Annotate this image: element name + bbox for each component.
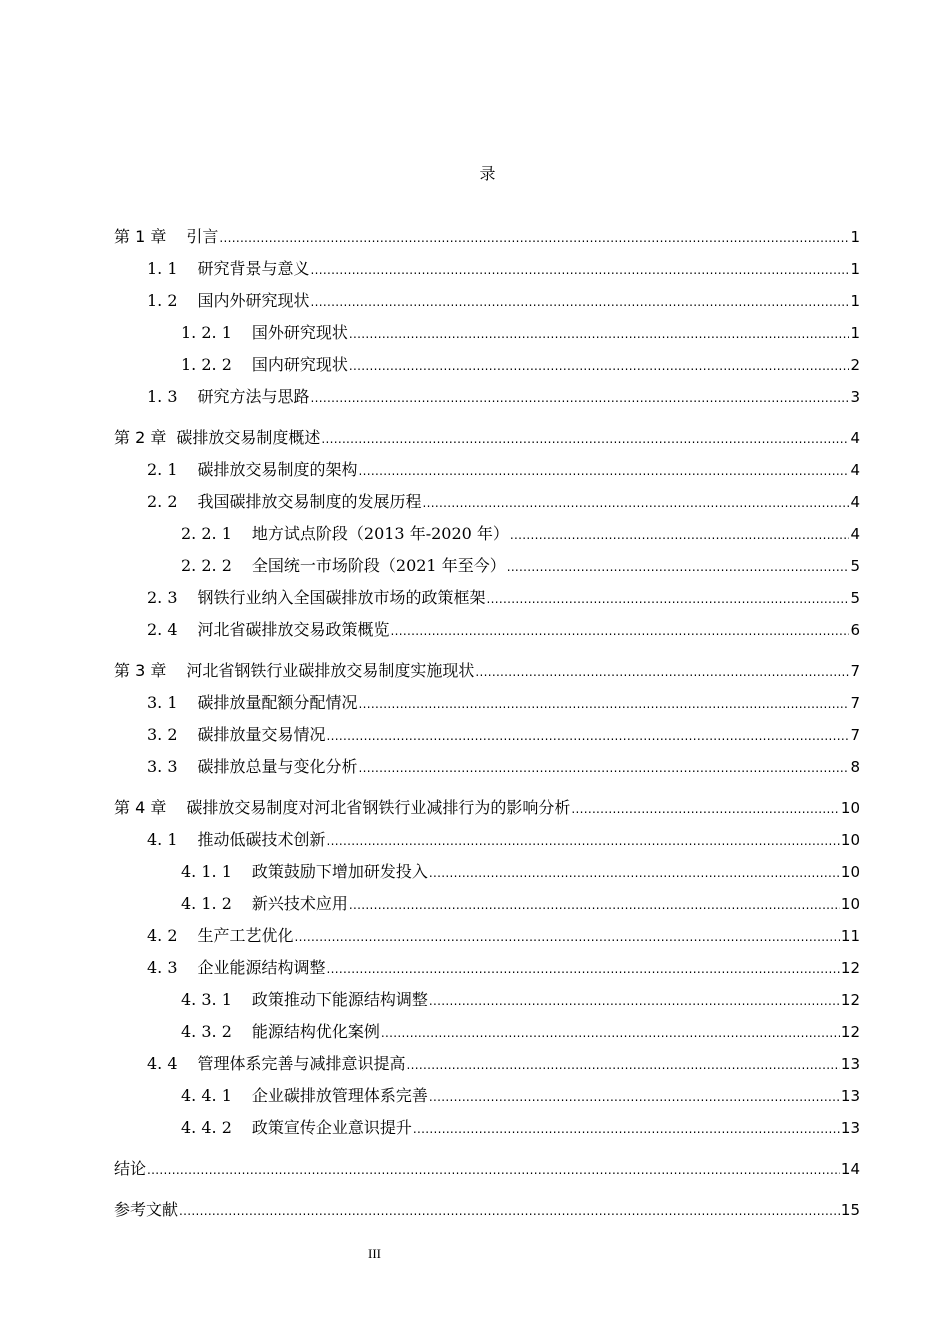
toc-entry-title: 碳排放交易制度概述 [176, 428, 321, 447]
toc-dot-leader [359, 460, 850, 482]
toc-entry[interactable] [147, 925, 860, 947]
toc-entry[interactable] [147, 258, 860, 280]
toc-entry-number: 4. 4 [147, 1054, 178, 1073]
toc-entry-title: 国内外研究现状 [197, 291, 310, 310]
toc-entry-number: 第 3 章 [114, 661, 167, 680]
toc-entry[interactable] [181, 354, 860, 376]
toc-entry-page-number: 12 [840, 991, 860, 1009]
toc-dot-leader [311, 259, 850, 281]
toc-entry[interactable] [114, 226, 860, 248]
toc-dot-leader [327, 830, 840, 852]
toc-entry-page-number: 12 [840, 959, 860, 977]
toc-entry-title: 碳排放交易制度对河北省钢铁行业减排行为的影响分析 [186, 798, 571, 817]
toc-entry-number: 2. 3 [147, 588, 178, 607]
toc-entry[interactable] [147, 957, 860, 979]
toc-dot-leader [295, 926, 840, 948]
toc-entry-title: 企业能源结构调整 [197, 958, 326, 977]
toc-entry-page-number: 4 [850, 493, 860, 511]
toc-dot-leader [407, 1054, 840, 1076]
toc-entry-number: 1. 2. 1 [181, 323, 232, 342]
toc-entry-title: 政策宣传企业意识提升 [251, 1118, 412, 1137]
toc-entry-title: 企业碳排放管理体系完善 [251, 1086, 428, 1105]
toc-entry-number: 2. 2. 2 [181, 556, 232, 575]
toc-entry-page-number: 4 [850, 525, 860, 543]
toc-entry-page-number: 1 [850, 324, 860, 342]
toc-entry-number: 4. 3 [147, 958, 178, 977]
toc-entry-page-number: 5 [850, 557, 860, 575]
page-number-footer: III [368, 1246, 381, 1261]
toc-entry-page-number: 13 [840, 1119, 860, 1137]
toc-dot-leader [349, 894, 840, 916]
toc-entry-page-number: 12 [840, 1023, 860, 1041]
toc-entry-number: 4. 4. 1 [181, 1086, 232, 1105]
toc-entry-page-number: 10 [840, 863, 860, 881]
toc-entry[interactable] [181, 555, 860, 577]
toc-entry-title: 国内研究现状 [251, 355, 348, 374]
toc-entry-number: 4. 2 [147, 926, 178, 945]
toc-entry-number: 2. 1 [147, 460, 178, 479]
toc-entry-number: 1. 3 [147, 387, 178, 406]
toc-entry[interactable] [147, 459, 860, 481]
toc-title: 录 [479, 164, 496, 183]
toc-dot-leader [327, 725, 850, 747]
toc-entry-number: 4. 1. 2 [181, 894, 232, 913]
toc-entry-page-number: 4 [850, 461, 860, 479]
toc-entry-title: 研究方法与思路 [197, 387, 310, 406]
toc-entry[interactable] [181, 1117, 860, 1139]
toc-entry-page-number: 1 [850, 292, 860, 310]
toc-entry-page-number: 8 [850, 758, 860, 776]
toc-dot-leader [413, 1118, 840, 1140]
toc-entry[interactable] [114, 1199, 860, 1221]
toc-dot-leader [327, 958, 840, 980]
toc-entry-title: 结论 [114, 1159, 147, 1178]
toc-entry-number: 3. 2 [147, 725, 178, 744]
toc-entry-title: 我国碳排放交易制度的发展历程 [197, 492, 422, 511]
toc-entry[interactable] [114, 660, 860, 682]
toc-entry[interactable] [147, 692, 860, 714]
toc-dot-leader [391, 620, 850, 642]
toc-entry-page-number: 4 [850, 429, 860, 447]
toc-dot-leader [147, 1159, 840, 1181]
toc-entry[interactable] [147, 386, 860, 408]
toc-dot-leader [359, 757, 850, 779]
toc-entry-page-number: 11 [840, 927, 860, 945]
toc-entry[interactable] [147, 290, 860, 312]
toc-entry[interactable] [181, 893, 860, 915]
toc-dot-leader [349, 355, 850, 377]
toc-entry-page-number: 1 [850, 260, 860, 278]
toc-entry-title: 能源结构优化案例 [251, 1022, 380, 1041]
toc-entry[interactable] [114, 797, 860, 819]
toc-dot-leader [475, 661, 849, 683]
toc-entry-number: 第 4 章 [114, 798, 167, 817]
toc-entry-page-number: 6 [850, 621, 860, 639]
toc-entry-page-number: 13 [840, 1087, 860, 1105]
toc-entry[interactable] [181, 989, 860, 1011]
toc-entry-page-number: 14 [840, 1160, 860, 1178]
toc-entry-page-number: 3 [850, 388, 860, 406]
toc-dot-leader [423, 492, 850, 514]
toc-entry-title: 碳排放量配额分配情况 [197, 693, 358, 712]
toc-entry-page-number: 7 [850, 662, 860, 680]
toc-entry-title: 河北省碳排放交易政策概览 [197, 620, 390, 639]
toc-entry[interactable] [181, 1021, 860, 1043]
toc-entry[interactable] [147, 829, 860, 851]
toc-dot-leader [429, 1086, 840, 1108]
toc-dot-leader [349, 323, 850, 345]
toc-entry-title: 碳排放量交易情况 [197, 725, 326, 744]
toc-entry-title: 研究背景与意义 [197, 259, 310, 278]
toc-entry[interactable] [181, 322, 860, 344]
toc-entry-number: 4. 4. 2 [181, 1118, 232, 1137]
toc-entry[interactable] [181, 861, 860, 883]
toc-entry-title: 国外研究现状 [251, 323, 348, 342]
toc-entry[interactable] [147, 756, 860, 778]
toc-dot-leader [507, 556, 850, 578]
toc-entry[interactable] [147, 619, 860, 641]
toc-entry-title: 推动低碳技术创新 [197, 830, 326, 849]
toc-entry-title: 新兴技术应用 [251, 894, 348, 913]
toc-entry-page-number: 2 [850, 356, 860, 374]
toc-entry-number: 第 1 章 [114, 227, 167, 246]
toc-entry-title: 参考文献 [114, 1200, 179, 1219]
toc-entry-number: 1. 2. 2 [181, 355, 232, 374]
toc-entry-number: 3. 1 [147, 693, 178, 712]
toc-entry-page-number: 5 [850, 589, 860, 607]
toc-dot-leader [179, 1200, 840, 1222]
toc-dot-leader [359, 693, 850, 715]
toc-entry-page-number: 15 [840, 1201, 860, 1219]
toc-dot-leader [487, 588, 850, 610]
toc-entry[interactable] [114, 427, 860, 449]
toc-entry[interactable] [147, 587, 860, 609]
toc-dot-leader [510, 524, 850, 546]
toc-entry[interactable] [181, 523, 860, 545]
toc-entry-page-number: 7 [850, 694, 860, 712]
toc-entry-title: 政策推动下能源结构调整 [251, 990, 428, 1009]
toc-entry-page-number: 10 [840, 799, 860, 817]
toc-dot-leader [321, 428, 849, 450]
toc-dot-leader [311, 291, 850, 313]
toc-entry-title: 河北省钢铁行业碳排放交易制度实施现状 [186, 661, 475, 680]
toc-dot-leader [429, 862, 840, 884]
toc-entry-number: 1. 2 [147, 291, 178, 310]
toc-entry[interactable] [147, 1053, 860, 1075]
toc-dot-leader [571, 798, 840, 820]
toc-entry-page-number: 10 [840, 895, 860, 913]
toc-entry-title: 碳排放总量与变化分析 [197, 757, 358, 776]
toc-entry-title: 地方试点阶段（2013 年-2020 年） [251, 524, 509, 543]
toc-entry-title: 生产工艺优化 [197, 926, 294, 945]
toc-dot-leader [219, 227, 849, 249]
toc-entry-number: 2. 2. 1 [181, 524, 232, 543]
toc-entry-title: 碳排放交易制度的架构 [197, 460, 358, 479]
toc-entry-title: 钢铁行业纳入全国碳排放市场的政策框架 [197, 588, 486, 607]
toc-entry-number: 4. 1 [147, 830, 178, 849]
toc-entry[interactable] [147, 491, 860, 513]
toc-entry[interactable] [181, 1085, 860, 1107]
toc-dot-leader [429, 990, 840, 1012]
toc-entry-number: 第 2 章 [114, 428, 167, 447]
toc-entry-number: 2. 4 [147, 620, 178, 639]
toc-entry[interactable] [114, 1158, 860, 1180]
toc-entry-page-number: 7 [850, 726, 860, 744]
toc-entry-number: 4. 1. 1 [181, 862, 232, 881]
toc-entry-number: 3. 3 [147, 757, 178, 776]
toc-entry-title: 引言 [186, 227, 219, 246]
toc-dot-leader [311, 387, 850, 409]
toc-entry[interactable] [147, 724, 860, 746]
toc-entry-title: 管理体系完善与减排意识提高 [197, 1054, 406, 1073]
toc-entry-number: 2. 2 [147, 492, 178, 511]
toc-entry-page-number: 10 [840, 831, 860, 849]
toc-entry-page-number: 13 [840, 1055, 860, 1073]
toc-entry-number: 1. 1 [147, 259, 178, 278]
toc-entry-title: 政策鼓励下增加研发投入 [251, 862, 428, 881]
toc-dot-leader [381, 1022, 840, 1044]
toc-entry-number: 4. 3. 2 [181, 1022, 232, 1041]
toc-entry-title: 全国统一市场阶段（2021 年至今） [251, 556, 506, 575]
toc-entry-number: 4. 3. 1 [181, 990, 232, 1009]
toc-entry-page-number: 1 [850, 228, 860, 246]
